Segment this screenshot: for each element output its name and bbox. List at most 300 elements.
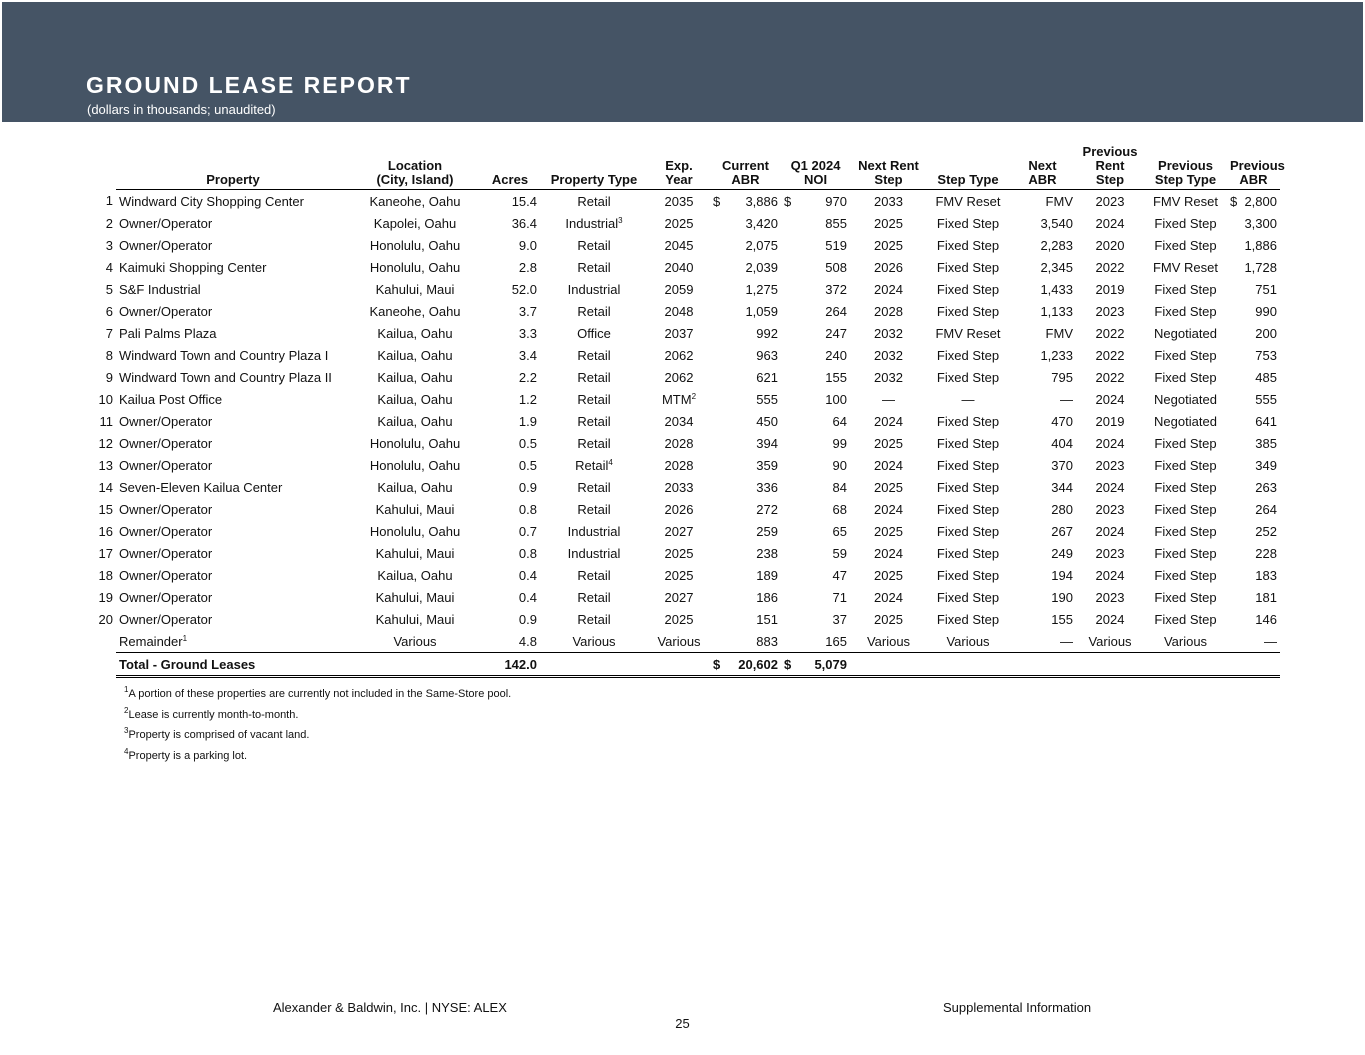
row-index: 20 (98, 611, 113, 627)
header-index (84, 145, 116, 190)
header-location: Location (City, Island) (350, 145, 480, 190)
row-property-type: Retail (577, 193, 611, 209)
row-next-rent-step: 2025 (874, 215, 903, 231)
row-acres: 0.9 (518, 611, 537, 627)
row-location: Kailua, Oahu (377, 347, 453, 363)
row-next-abr: 155 (1051, 611, 1073, 627)
row-step-type: FMV Reset (935, 325, 1001, 341)
row-index: 1 (105, 193, 113, 209)
row-next-rent-step: 2026 (874, 259, 903, 275)
row-acres: 3.3 (518, 325, 537, 341)
row-next-abr: FMV (1045, 325, 1073, 341)
table-row (84, 410, 1280, 432)
row-location: Kahului, Maui (375, 545, 455, 561)
row-acres: 3.4 (518, 347, 537, 363)
row-property: Kailua Post Office (119, 391, 223, 407)
row-step-type: Fixed Step (936, 413, 1000, 429)
remainder-exp: Various (648, 630, 710, 653)
table-row (84, 190, 1280, 213)
row-exp-year: 2037 (664, 325, 694, 341)
footer-company: Alexander & Baldwin, Inc. | NYSE: ALEX (273, 1000, 507, 1015)
row-previous-rent-step: 2024 (1095, 479, 1125, 495)
table-row (84, 564, 1280, 586)
row-next-rent-step: 2024 (874, 413, 903, 429)
table-row (84, 212, 1280, 234)
footnotes (124, 685, 512, 771)
header-previous-rent-step: Previous Rent Step (1076, 145, 1144, 190)
row-previous-abr: 1,728 (1244, 259, 1277, 275)
row-next-rent-step: 2032 (874, 369, 903, 385)
row-property-type: Retail (577, 479, 611, 495)
row-previous-step-type: Fixed Step (1154, 303, 1217, 319)
total-label: Total - Ground Leases (116, 653, 350, 677)
header-previous-abr: Previous ABR (1227, 145, 1280, 190)
row-exp-year: 2025 (664, 611, 694, 627)
row-current-abr: 555 (756, 391, 778, 407)
row-noi: 84 (832, 479, 847, 495)
row-next-rent-step: 2024 (874, 545, 903, 561)
page-title: GROUND LEASE REPORT (86, 72, 412, 98)
remainder-row (84, 630, 1280, 653)
row-step-type: Fixed Step (936, 369, 1000, 385)
row-noi: 90 (832, 457, 847, 473)
row-next-abr: 344 (1051, 479, 1073, 495)
header-current-abr: Current ABR (710, 145, 781, 190)
row-index: 13 (98, 457, 113, 473)
header-exp-year: Exp. Year (648, 145, 710, 190)
row-next-abr: 2,283 (1040, 237, 1073, 253)
row-previous-abr: 200 (1255, 325, 1277, 341)
row-next-abr: 795 (1051, 369, 1073, 385)
row-index: 14 (98, 479, 113, 495)
row-next-rent-step: 2024 (874, 589, 903, 605)
row-exp-year: 2033 (664, 479, 694, 495)
row-property: Owner/Operator (119, 303, 213, 319)
row-previous-rent-step: 2024 (1095, 523, 1125, 539)
row-location: Kaneohe, Oahu (369, 193, 461, 209)
row-previous-abr: 183 (1255, 567, 1277, 583)
row-next-rent-step: 2025 (874, 237, 903, 253)
row-property: Pali Palms Plaza (119, 325, 217, 341)
row-property-type: Retail$^4$ (575, 457, 613, 473)
row-current-abr: 450 (756, 413, 778, 429)
row-previous-rent-step: 2023 (1095, 457, 1125, 473)
row-next-rent-step: 2024 (874, 457, 903, 473)
row-current-abr: 3,420 (745, 215, 778, 231)
row-property-type: Industrial (567, 281, 621, 297)
row-current-abr: 2,075 (745, 237, 778, 253)
row-property: Owner/Operator (119, 237, 213, 253)
row-noi: 508 (825, 259, 847, 275)
row-index: 12 (98, 435, 113, 451)
row-previous-abr: 264 (1255, 501, 1277, 517)
row-next-rent-step: 2025 (874, 479, 903, 495)
row-previous-rent-step: 2024 (1095, 567, 1125, 583)
row-next-abr: — (1060, 391, 1073, 407)
row-index: 8 (105, 347, 113, 363)
row-next-abr: 3,540 (1040, 215, 1073, 231)
table-row (84, 542, 1280, 564)
row-location: Kailua, Oahu (377, 325, 453, 341)
row-previous-abr: 252 (1255, 523, 1277, 539)
row-exp-year: 2025 (664, 545, 694, 561)
row-previous-rent-step: 2023 (1095, 545, 1125, 561)
row-previous-rent-step: 2022 (1095, 259, 1125, 275)
row-previous-step-type: FMV Reset (1152, 259, 1218, 275)
table-summary (84, 630, 1280, 677)
row-next-abr: 404 (1051, 435, 1073, 451)
row-previous-step-type: Fixed Step (1154, 479, 1217, 495)
row-current-abr: 259 (756, 523, 778, 539)
row-current-abr: 992 (756, 325, 778, 341)
row-step-type: Fixed Step (936, 347, 1000, 363)
row-previous-step-type: Negotiated (1154, 325, 1217, 341)
table-row (84, 608, 1280, 630)
remainder-step-type: Various (927, 630, 1009, 653)
row-previous-abr: 1,886 (1244, 237, 1277, 253)
row-property-type: Retail (577, 237, 611, 253)
row-previous-abr: 555 (1255, 391, 1277, 407)
row-index: 19 (98, 589, 113, 605)
row-previous-step-type: Fixed Step (1154, 589, 1217, 605)
row-property-type: Retail (577, 589, 611, 605)
row-previous-step-type: FMV Reset (1152, 193, 1218, 209)
row-noi: 37 (832, 611, 847, 627)
row-property: Owner/Operator (119, 413, 213, 429)
row-next-abr: FMV (1045, 193, 1073, 209)
row-property: Owner/Operator (119, 523, 213, 539)
row-current-abr: 1,059 (745, 303, 778, 319)
row-location: Kailua, Oahu (377, 479, 453, 495)
row-previous-step-type: Negotiated (1154, 391, 1217, 407)
row-next-rent-step: 2025 (874, 611, 903, 627)
remainder-noi: 165 (781, 630, 850, 653)
remainder-type: Various (540, 630, 648, 653)
row-step-type: FMV Reset (935, 193, 1001, 209)
row-previous-step-type: Fixed Step (1154, 567, 1217, 583)
remainder-abr: 883 (710, 630, 781, 653)
row-index: 10 (98, 391, 113, 407)
row-step-type: Fixed Step (936, 501, 1000, 517)
header-property-type: Property Type (540, 145, 648, 190)
row-location: Honolulu, Oahu (369, 523, 461, 539)
remainder-next-step: Various (850, 630, 927, 653)
table-row (84, 366, 1280, 388)
row-previous-rent-step: 2019 (1095, 281, 1125, 297)
table-row (84, 432, 1280, 454)
page-subtitle: (dollars in thousands; unaudited) (87, 102, 276, 117)
row-exp-year: 2025 (664, 567, 694, 583)
header-banner (2, 2, 1363, 122)
row-property: Owner/Operator (119, 611, 213, 627)
row-next-abr: 370 (1051, 457, 1073, 473)
header-next-abr: Next ABR (1009, 145, 1076, 190)
row-noi: 64 (832, 413, 847, 429)
total-row (84, 653, 1280, 677)
row-index: 3 (105, 237, 113, 253)
row-index: 6 (105, 303, 113, 319)
row-acres: 15.4 (511, 193, 537, 209)
row-next-abr: 1,433 (1040, 281, 1073, 297)
row-acres: 0.8 (518, 545, 537, 561)
row-exp-year: 2040 (664, 259, 694, 275)
row-property: Owner/Operator (119, 545, 213, 561)
row-noi: 519 (825, 237, 847, 253)
row-exp-year: 2062 (664, 369, 694, 385)
row-noi: 99 (832, 435, 847, 451)
row-previous-rent-step: 2024 (1095, 215, 1125, 231)
row-property: S&F Industrial (119, 281, 201, 297)
row-next-rent-step: 2032 (874, 325, 903, 341)
row-next-rent-step: 2024 (874, 281, 903, 297)
row-current-abr: 151 (756, 611, 778, 627)
table-row (84, 344, 1280, 366)
row-property-type: Retail (577, 391, 611, 407)
row-location: Honolulu, Oahu (369, 237, 461, 253)
row-noi: 855 (825, 215, 847, 231)
row-previous-abr: 3,300 (1244, 215, 1277, 231)
table-header-row (84, 145, 1280, 190)
ground-lease-table (84, 144, 1285, 678)
row-property-type: Industrial$^3$ (565, 215, 623, 231)
row-noi: 247 (825, 325, 847, 341)
row-property: Owner/Operator (119, 215, 213, 231)
table-row (84, 278, 1280, 300)
row-current-abr: 272 (756, 501, 778, 517)
row-step-type: Fixed Step (936, 215, 1000, 231)
row-acres: 1.9 (518, 413, 537, 429)
row-acres: 52.0 (511, 281, 537, 297)
table-row (84, 322, 1280, 344)
table-row (84, 454, 1280, 476)
row-step-type: Fixed Step (936, 611, 1000, 627)
row-acres: 2.2 (518, 369, 537, 385)
row-property-type: Retail (577, 413, 611, 429)
remainder-property: Remainder$^1$ (116, 630, 350, 653)
row-property: Owner/Operator (119, 501, 213, 517)
row-previous-rent-step: 2023 (1095, 303, 1125, 319)
row-location: Honolulu, Oahu (369, 259, 461, 275)
remainder-next-abr: — (1009, 630, 1076, 653)
row-property: Owner/Operator (119, 589, 213, 605)
table-row (84, 256, 1280, 278)
row-exp-year: 2045 (664, 237, 694, 253)
row-acres: 0.4 (518, 567, 537, 583)
row-index: 11 (99, 413, 113, 429)
row-next-abr: 1,133 (1040, 303, 1073, 319)
row-next-rent-step: 2028 (874, 303, 903, 319)
row-previous-step-type: Fixed Step (1154, 281, 1217, 297)
row-index: 7 (105, 325, 113, 341)
row-previous-abr: 228 (1255, 545, 1277, 561)
row-acres: 9.0 (518, 237, 537, 253)
row-current-abr: 336 (756, 479, 778, 495)
row-location: Kahului, Maui (375, 281, 455, 297)
row-previous-step-type: Fixed Step (1154, 457, 1217, 473)
footnote: $^3$Property is comprised of vacant land. (124, 726, 310, 742)
row-property: Windward Town and Country Plaza I (119, 347, 329, 363)
row-noi: $ 970 (784, 193, 847, 209)
row-next-abr: 470 (1051, 413, 1073, 429)
total-noi: $ 5,079 (781, 653, 850, 677)
row-previous-abr: 485 (1255, 369, 1277, 385)
row-location: Kahului, Maui (375, 501, 455, 517)
row-previous-step-type: Fixed Step (1154, 237, 1217, 253)
table-row (84, 300, 1280, 322)
row-noi: 155 (825, 369, 847, 385)
row-previous-rent-step: 2023 (1095, 589, 1125, 605)
row-previous-step-type: Fixed Step (1154, 435, 1217, 451)
row-acres: 2.8 (518, 259, 537, 275)
row-step-type: Fixed Step (936, 567, 1000, 583)
row-location: Kapolei, Oahu (373, 215, 457, 231)
total-abr: $ 20,602 (710, 653, 781, 677)
row-next-abr: 1,233 (1040, 347, 1073, 363)
row-previous-step-type: Fixed Step (1154, 611, 1217, 627)
row-next-abr: 2,345 (1040, 259, 1073, 275)
row-property-type: Industrial (567, 545, 621, 561)
row-previous-rent-step: 2023 (1095, 193, 1125, 209)
row-acres: 36.4 (511, 215, 537, 231)
row-step-type: Fixed Step (936, 479, 1000, 495)
row-next-rent-step: 2025 (874, 435, 903, 451)
row-next-rent-step: 2025 (874, 567, 903, 583)
row-property: Windward Town and Country Plaza II (119, 369, 332, 385)
header-noi: Q1 2024 NOI (781, 145, 850, 190)
row-exp-year: 2028 (664, 457, 694, 473)
row-noi: 264 (825, 303, 847, 319)
row-exp-year: 2025 (664, 215, 694, 231)
row-previous-abr: 751 (1255, 281, 1277, 297)
row-property-type: Retail (577, 303, 611, 319)
row-next-abr: 190 (1051, 589, 1073, 605)
row-property-type: Retail (577, 369, 611, 385)
row-step-type: Fixed Step (936, 303, 1000, 319)
row-previous-rent-step: 2022 (1095, 347, 1125, 363)
row-step-type: — (961, 391, 975, 407)
row-location: Kailua, Oahu (377, 567, 453, 583)
row-step-type: Fixed Step (936, 589, 1000, 605)
row-previous-rent-step: 2024 (1095, 611, 1125, 627)
remainder-location: Various (350, 630, 480, 653)
row-noi: 240 (825, 347, 847, 363)
table-row (84, 498, 1280, 520)
row-next-abr: 249 (1051, 545, 1073, 561)
row-noi: 71 (832, 589, 847, 605)
row-next-rent-step: 2024 (874, 501, 903, 517)
footnote: $^2$Lease is currently month-to-month. (124, 705, 299, 721)
page-number: 25 (675, 1016, 690, 1031)
row-previous-abr: 146 (1255, 611, 1277, 627)
row-acres: 0.5 (518, 435, 537, 451)
row-property-type: Retail (577, 611, 611, 627)
row-index: 5 (105, 281, 113, 297)
row-current-abr: 394 (756, 435, 778, 451)
row-current-abr: 621 (756, 369, 778, 385)
row-step-type: Fixed Step (936, 259, 1000, 275)
row-current-abr: 189 (756, 567, 778, 583)
footer-section: Supplemental Information (943, 1000, 1092, 1015)
row-step-type: Fixed Step (936, 281, 1000, 297)
row-location: Kailua, Oahu (377, 413, 453, 429)
row-acres: 0.5 (518, 457, 537, 473)
row-property-type: Retail (577, 347, 611, 363)
row-noi: 65 (832, 523, 847, 539)
table-row (84, 520, 1280, 542)
row-previous-abr: 641 (1255, 413, 1277, 429)
row-current-abr: 186 (756, 589, 778, 605)
row-location: Honolulu, Oahu (369, 435, 461, 451)
row-previous-abr: 990 (1255, 303, 1277, 319)
table-body (84, 190, 1280, 631)
row-current-abr: 963 (756, 347, 778, 363)
header-previous-step-type: Previous Step Type (1144, 145, 1227, 190)
row-next-rent-step: 2025 (874, 523, 903, 539)
row-previous-rent-step: 2020 (1095, 237, 1125, 253)
row-current-abr: $ 3,886 (713, 193, 778, 209)
row-noi: 100 (825, 391, 847, 407)
row-current-abr: 238 (756, 545, 778, 561)
row-next-rent-step: 2032 (874, 347, 903, 363)
row-property: Seven-Eleven Kailua Center (119, 479, 283, 495)
row-location: Kahului, Maui (375, 589, 455, 605)
row-exp-year: MTM$^2$ (661, 391, 697, 407)
remainder-prev-abr: — (1227, 630, 1280, 653)
row-previous-abr: 385 (1255, 435, 1277, 451)
total-acres: 142.0 (480, 653, 540, 677)
row-step-type: Fixed Step (936, 457, 1000, 473)
row-index: 9 (105, 369, 113, 385)
row-previous-rent-step: 2024 (1095, 391, 1125, 407)
row-index: 16 (98, 523, 113, 539)
row-location: Kailua, Oahu (377, 369, 453, 385)
row-property-type: Retail (577, 259, 611, 275)
row-property: Windward City Shopping Center (119, 193, 304, 209)
row-acres: 1.2 (518, 391, 537, 407)
row-previous-abr: 753 (1255, 347, 1277, 363)
row-previous-step-type: Fixed Step (1154, 501, 1217, 517)
row-exp-year: 2035 (664, 193, 694, 209)
row-previous-step-type: Fixed Step (1154, 215, 1217, 231)
row-property: Owner/Operator (119, 457, 213, 473)
row-location: Honolulu, Oahu (369, 457, 461, 473)
row-index: 15 (98, 501, 113, 517)
remainder-prev-step: Various (1076, 630, 1144, 653)
row-previous-rent-step: 2019 (1095, 413, 1125, 429)
table-row (84, 586, 1280, 608)
row-exp-year: 2059 (664, 281, 694, 297)
row-current-abr: 1,275 (745, 281, 778, 297)
row-previous-abr: 349 (1255, 457, 1277, 473)
row-previous-step-type: Negotiated (1154, 413, 1217, 429)
row-exp-year: 2027 (664, 589, 694, 605)
row-step-type: Fixed Step (936, 237, 1000, 253)
row-noi: 68 (832, 501, 847, 517)
header-acres: Acres (480, 145, 540, 190)
row-previous-step-type: Fixed Step (1154, 523, 1217, 539)
row-exp-year: 2028 (664, 435, 694, 451)
row-noi: 59 (832, 545, 847, 561)
row-property: Kaimuki Shopping Center (119, 259, 267, 275)
row-noi: 47 (832, 567, 847, 583)
row-index: 17 (98, 545, 113, 561)
row-exp-year: 2034 (664, 413, 694, 429)
table-row (84, 234, 1280, 256)
remainder-acres: 4.8 (480, 630, 540, 653)
row-step-type: Fixed Step (936, 523, 1000, 539)
row-next-abr: 267 (1051, 523, 1073, 539)
remainder-prev-step-type: Various (1144, 630, 1227, 653)
